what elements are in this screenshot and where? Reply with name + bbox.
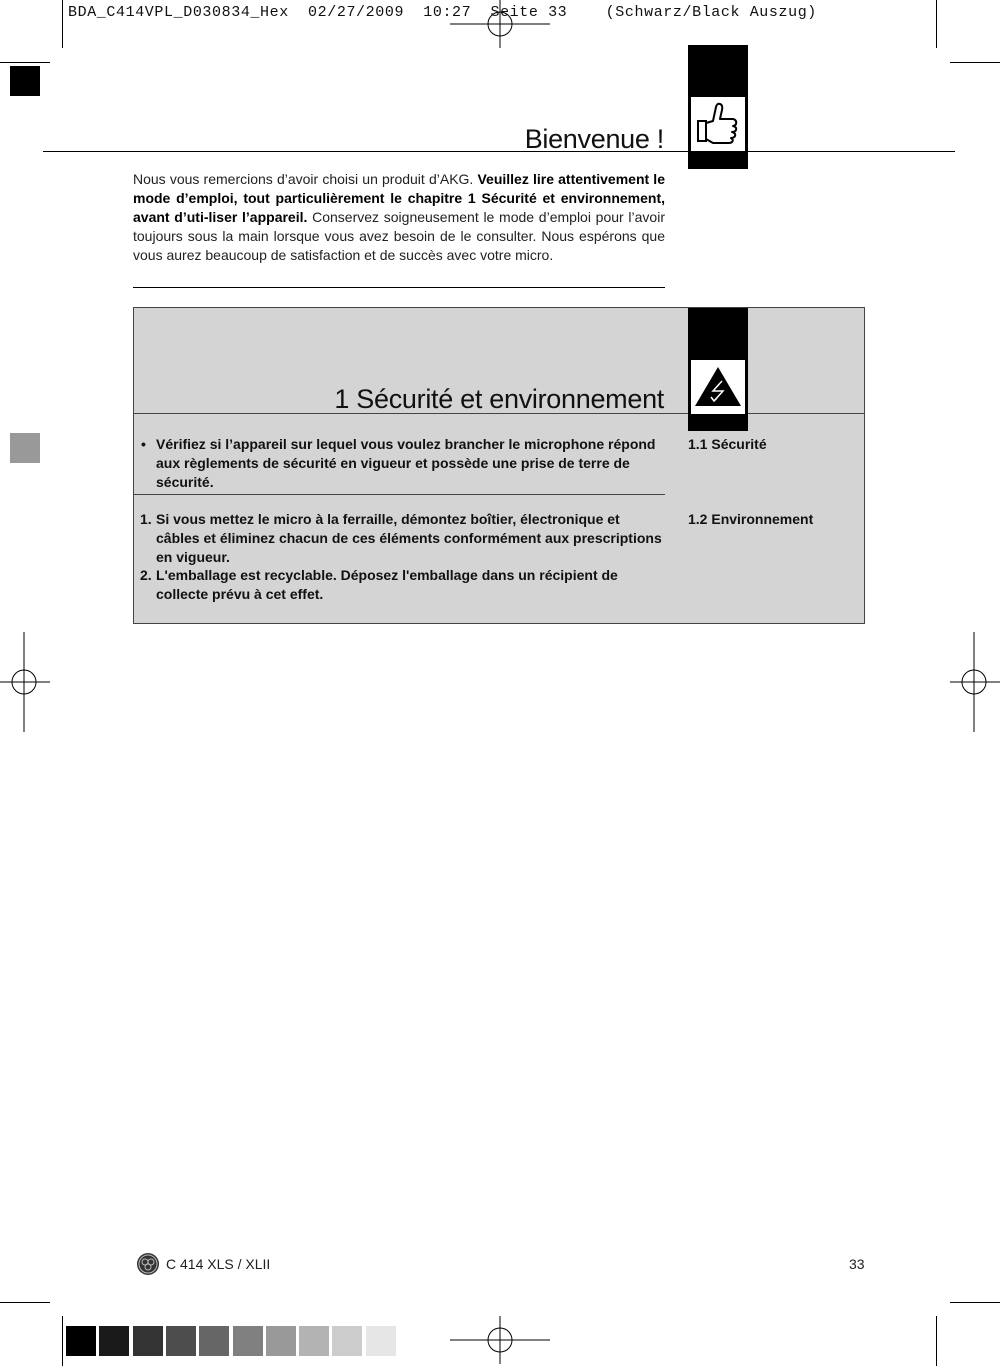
intro-text-continued: Conservez soigneusement le mode d’emploi pour l’avoir toujours sous la main lorsque vous avez besoin de le consulter. Nous espérons que vous aurez beaucoup de satisfaction et de succès avec votre micro. <box>133 209 665 263</box>
registration-mark-icon <box>0 632 50 732</box>
side-square-gray <box>10 433 40 463</box>
intro-text: Nous vous remercions d’avoir choisi un produit d’AKG. <box>133 171 478 187</box>
crop-mark <box>0 62 50 63</box>
slug-line: BDA_C414VPL_D030834_Hex 02/27/2009 10:27 Seite 33 (Schwarz/Black Auszug) <box>68 4 817 21</box>
color-swatch <box>133 1326 163 1356</box>
crop-mark <box>936 1316 937 1366</box>
side-square-black <box>10 66 40 96</box>
color-swatch <box>266 1326 296 1356</box>
color-swatch <box>66 1326 96 1356</box>
registration-mark-icon <box>950 632 1000 732</box>
safety-text: Vérifiez si l’appareil sur lequel vous voulez brancher le microphone répond aux règlements de sécurité en vigueur et possède une prise de terre de sécurité. <box>156 436 656 490</box>
section-title: 1 Sécurité et environnement <box>334 384 664 414</box>
intro-emphasis: Veuillez lire attentivement le mode d’emploi, tout particulièrement le chapitre 1 Sécurité et environnement, avant d’uti-liser l’appareil. <box>133 171 665 225</box>
page-title: Bienvenue ! <box>524 124 664 154</box>
color-swatch <box>99 1326 129 1356</box>
safety-bullet: • <box>141 436 146 452</box>
environment-item-number: 2. <box>140 567 152 583</box>
environment-item-text: Si vous mettez le micro à la ferraille, démontez boîtier, électronique et câbles et éliminez chacun de ces éléments conformément aux prescriptions en vigueur. <box>156 511 662 565</box>
environment-item-number: 1. <box>140 511 152 527</box>
registration-mark-icon <box>450 1316 550 1364</box>
color-swatch <box>199 1326 229 1356</box>
color-swatch <box>332 1326 362 1356</box>
color-swatch <box>366 1326 396 1356</box>
color-swatch <box>299 1326 329 1356</box>
intro-paragraph <box>133 170 665 265</box>
thumbs-up-icon <box>691 97 745 151</box>
safety-heading: 1.1 Sécurité <box>688 436 767 452</box>
intro-rule <box>133 287 665 288</box>
akg-logo <box>136 1252 160 1276</box>
safety-divider <box>133 494 665 495</box>
crop-mark <box>950 1302 1000 1303</box>
page-number: 33 <box>849 1256 865 1272</box>
color-swatch <box>233 1326 263 1356</box>
crop-mark <box>62 0 63 48</box>
header-rule <box>43 151 955 152</box>
environment-heading: 1.2 Environnement <box>688 511 814 527</box>
registration-mark-icon <box>450 0 550 48</box>
environment-item-text: L'emballage est recyclable. Déposez l'emballage dans un récipient de collecte prévu à cet effet. <box>156 567 618 602</box>
color-swatch <box>166 1326 196 1356</box>
crop-mark <box>936 0 937 48</box>
crop-mark <box>950 62 1000 63</box>
footer-model: C 414 XLS / XLII <box>166 1256 271 1272</box>
crop-mark <box>62 1316 63 1366</box>
warning-icon <box>691 360 745 414</box>
crop-mark <box>0 1302 50 1303</box>
